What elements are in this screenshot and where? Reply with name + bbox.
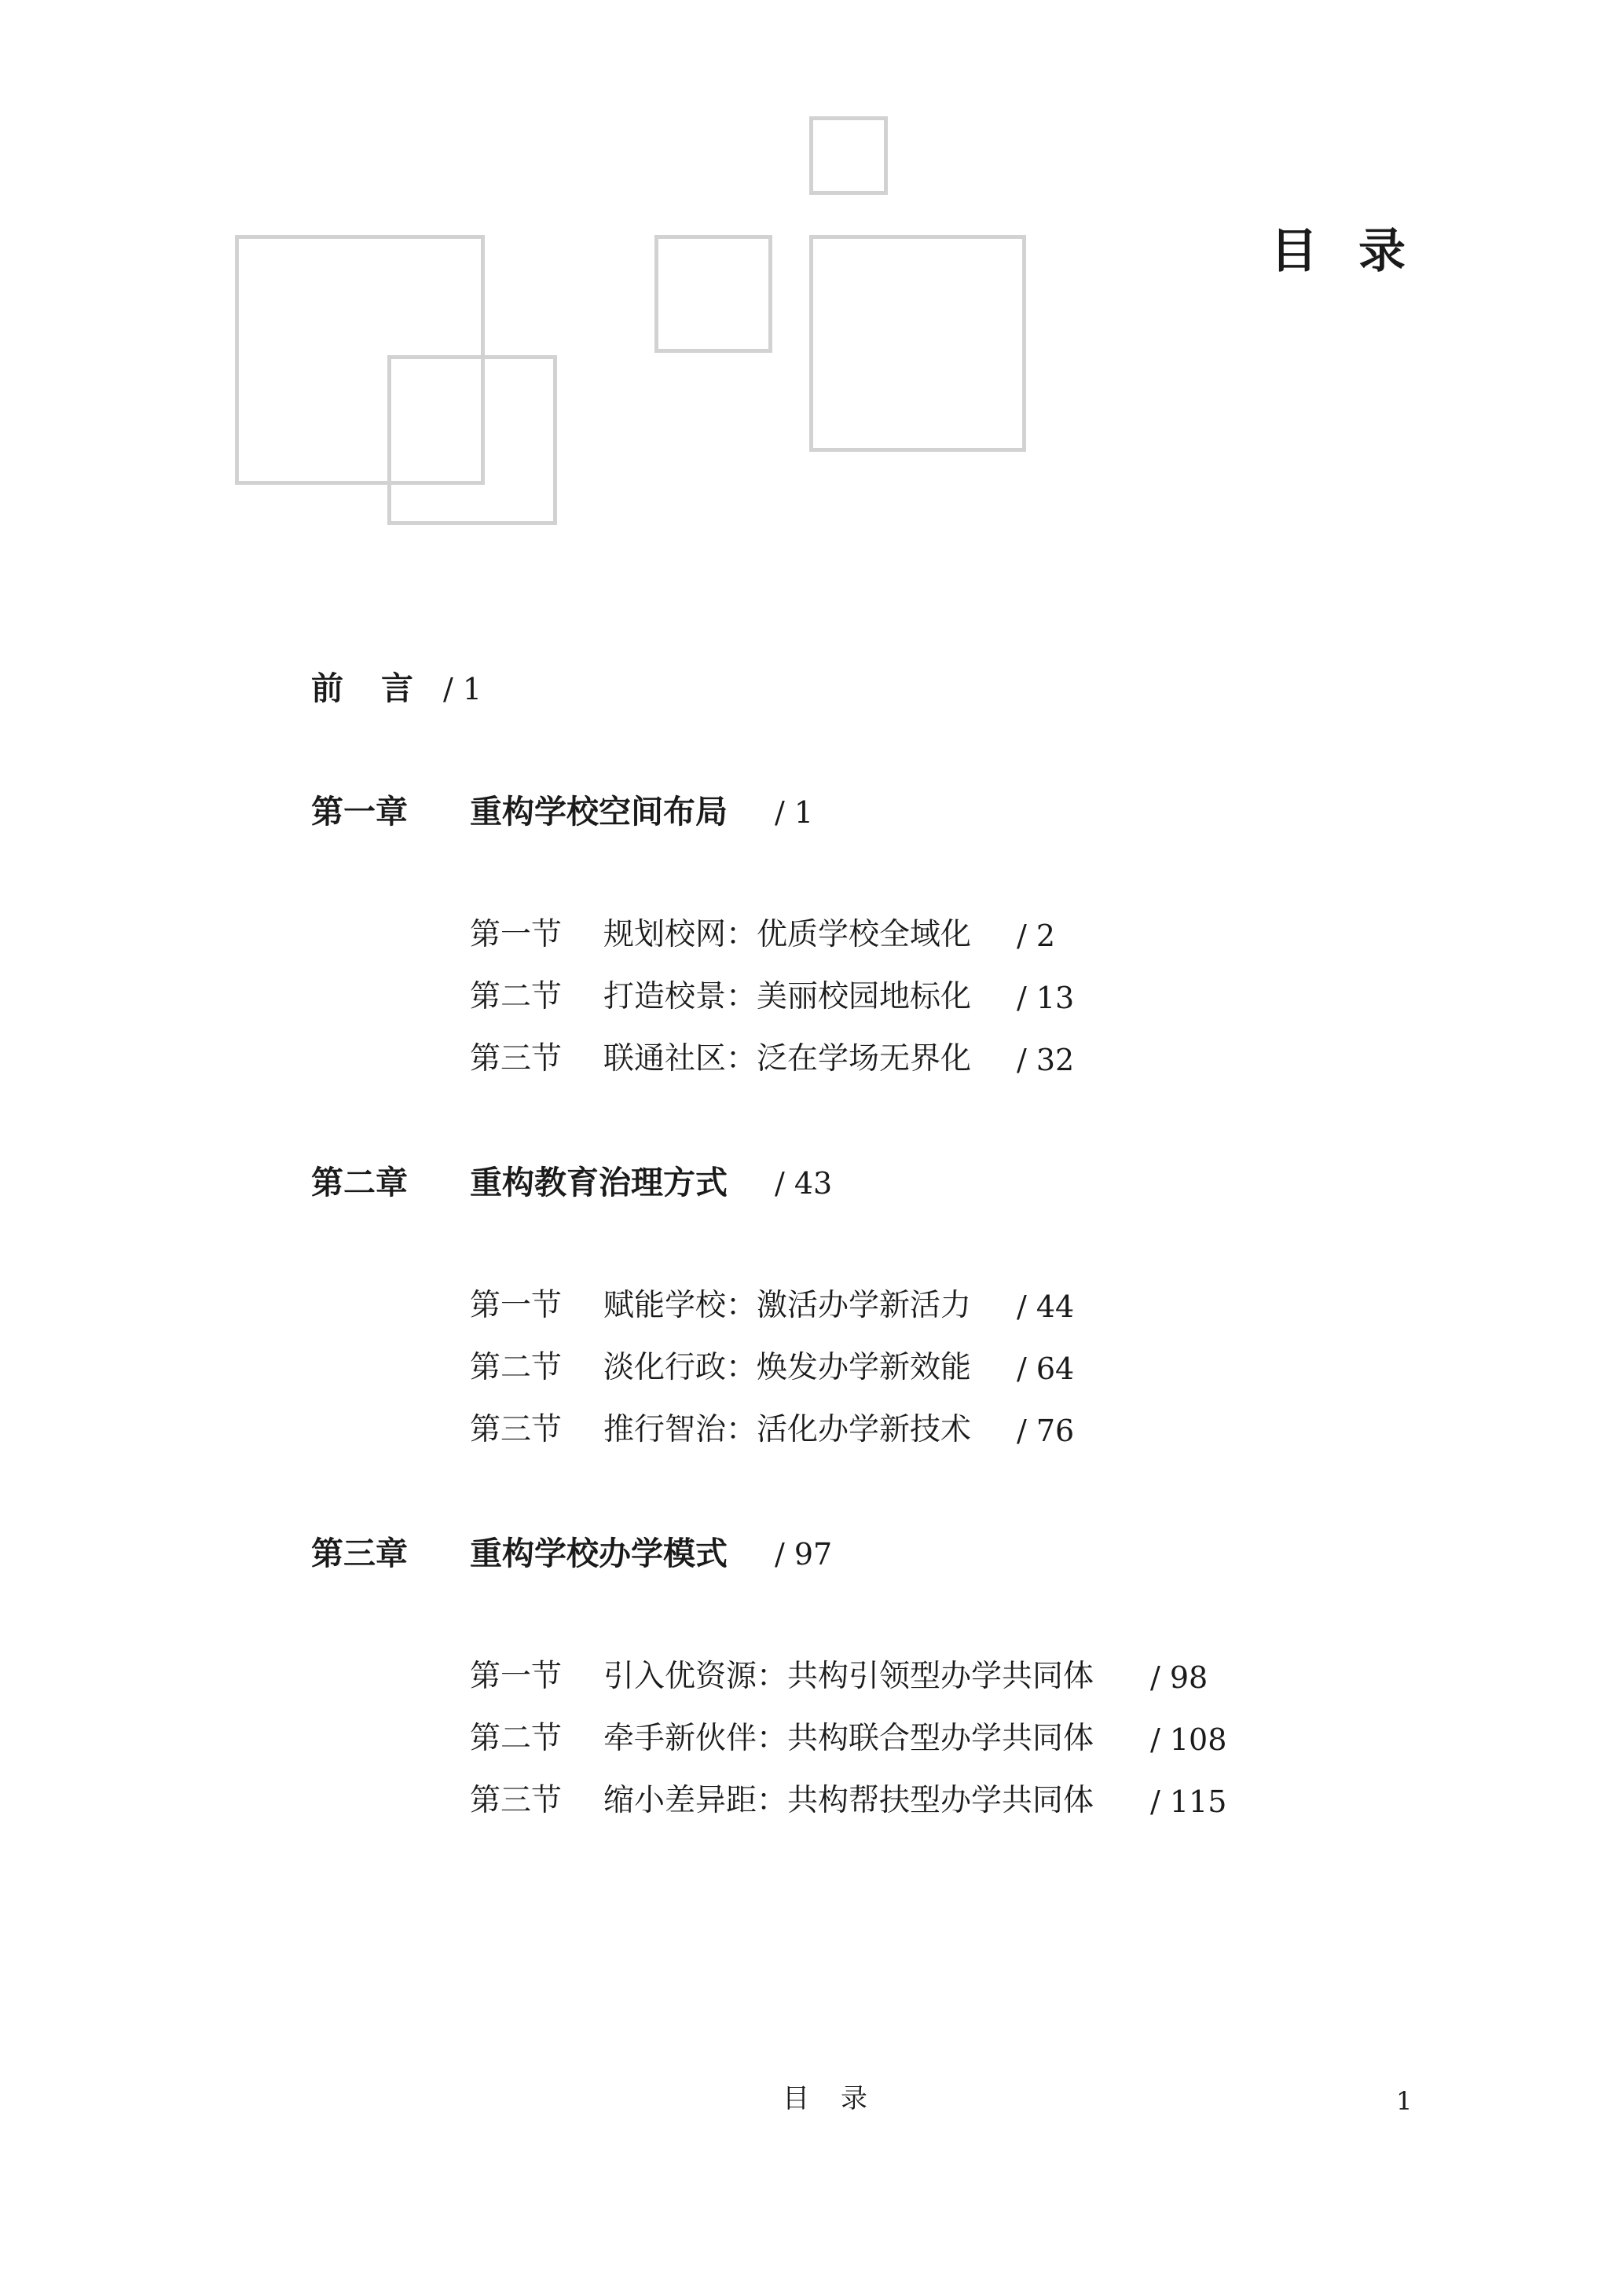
section-name: 打造校景：美丽校园地标化 (603, 979, 972, 1014)
section-name: 引入优资源：共构引领型办学共同体 (603, 1659, 1094, 1694)
toc-page-ref: / 1 (775, 795, 814, 830)
section-label: 第三节 (470, 1041, 563, 1076)
decorative-square (654, 235, 772, 353)
toc-preface-label: 前言 (311, 669, 451, 707)
section-name: 赋能学校：激活办学新活力 (603, 1288, 972, 1323)
toc-page-ref: / 115 (1150, 1784, 1227, 1819)
section-label: 第二节 (470, 1721, 563, 1756)
chapter-label: 第一章 (311, 793, 408, 831)
decorative-square (809, 235, 1026, 452)
chapter-label: 第二章 (311, 1164, 408, 1201)
chapter-name: 重构教育治理方式 (470, 1164, 728, 1201)
section-name: 联通社区：泛在学场无界化 (603, 1041, 972, 1076)
section-label: 第三节 (470, 1412, 563, 1447)
chapter-name: 重构学校办学模式 (470, 1535, 728, 1572)
toc-page-ref: / 1 (443, 672, 482, 706)
page-title: 目录 (1270, 224, 1446, 279)
toc-page-ref: / 44 (1017, 1289, 1075, 1324)
section-name: 缩小差异距：共构帮扶型办学共同体 (603, 1783, 1094, 1818)
toc-page-ref: / 108 (1150, 1722, 1227, 1757)
section-label: 第一节 (470, 1288, 563, 1323)
page-number: 1 (1396, 2086, 1413, 2116)
section-label: 第一节 (470, 917, 563, 952)
toc-page-ref: / 76 (1017, 1414, 1075, 1448)
section-label: 第三节 (470, 1783, 563, 1818)
chapter-label: 第三章 (311, 1535, 408, 1572)
toc-page-ref: / 32 (1017, 1043, 1075, 1077)
decorative-square (387, 355, 557, 525)
section-name: 推行智治：活化办学新技术 (603, 1412, 972, 1447)
toc-page-ref: / 43 (775, 1166, 833, 1201)
toc-page-ref: / 64 (1017, 1352, 1075, 1386)
section-name: 规划校网：优质学校全域化 (603, 917, 972, 952)
toc-page-ref: / 98 (1150, 1660, 1208, 1695)
footer-title: 目录 (783, 2083, 899, 2114)
toc-page-ref: / 13 (1017, 981, 1075, 1015)
section-label: 第二节 (470, 1350, 563, 1385)
section-name: 淡化行政：焕发办学新效能 (603, 1350, 972, 1385)
section-label: 第一节 (470, 1659, 563, 1694)
section-name: 牵手新伙伴：共构联合型办学共同体 (603, 1721, 1094, 1756)
section-label: 第二节 (470, 979, 563, 1014)
decorative-square (809, 116, 888, 195)
chapter-name: 重构学校空间布局 (470, 793, 728, 831)
toc-page-ref: / 97 (775, 1537, 833, 1572)
toc-page-ref: / 2 (1017, 919, 1056, 953)
